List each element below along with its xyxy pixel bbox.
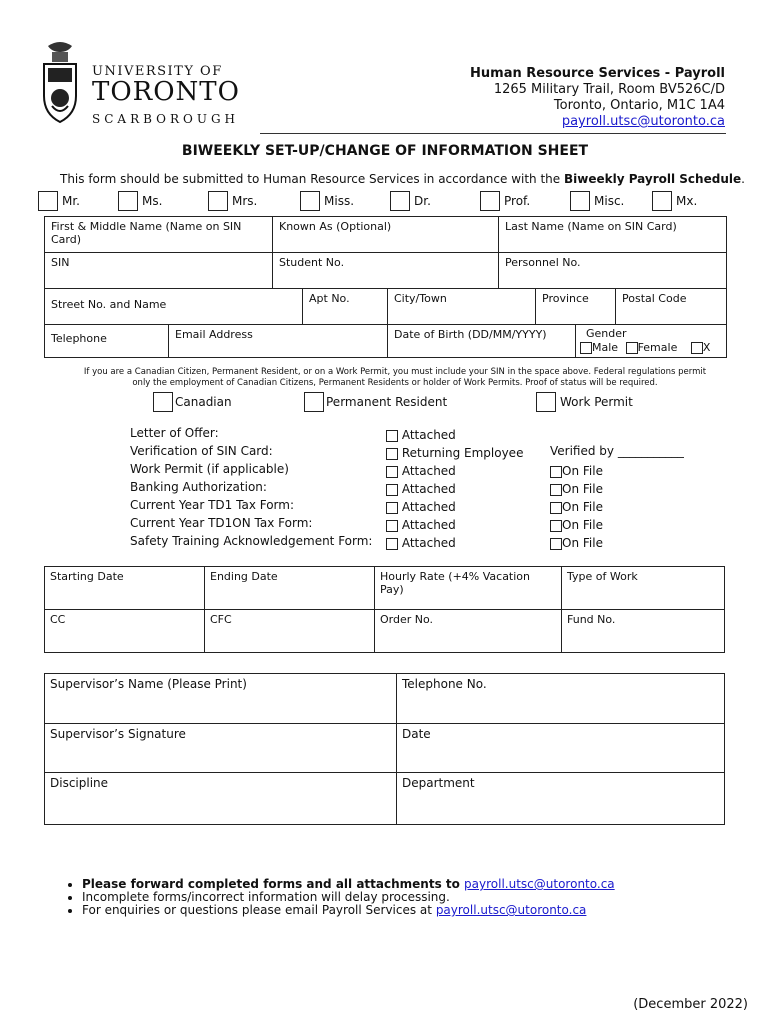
supervisor-phone-field[interactable]	[397, 674, 725, 724]
checkbox-miss[interactable]	[300, 191, 320, 211]
label-ms: Ms.	[142, 193, 163, 208]
doc-row	[130, 442, 710, 460]
label-hourly-rate: Hourly Rate (+4% Vacation Pay)	[380, 570, 531, 596]
label-postal: Postal Code	[622, 292, 687, 305]
doc-label: Safety Training Acknowledgement Form:	[130, 534, 373, 548]
doc-mid: Attached	[401, 464, 456, 478]
doc-label: Current Year TD1ON Tax Form:	[130, 516, 313, 530]
personal-info-grid	[44, 216, 727, 356]
intro-bold: Biweekly Payroll Schedule	[563, 172, 742, 186]
address-line-2: Toronto, Ontario, M1C 1A4	[553, 98, 725, 113]
checkbox-attached[interactable]	[386, 466, 398, 478]
label-misc: Misc.	[594, 193, 625, 208]
checkbox-prof[interactable]	[480, 191, 500, 211]
crest-icon	[40, 40, 80, 126]
label-apt: Apt No.	[309, 292, 350, 305]
label-province: Province	[542, 292, 589, 305]
doc-mid: Attached	[401, 428, 456, 442]
intro-text	[60, 172, 745, 186]
label-work-permit: Work Permit	[560, 394, 633, 409]
bullet-item	[82, 904, 615, 917]
doc-right: Verified by ___________	[550, 444, 684, 458]
header-rule	[260, 133, 726, 134]
dept-name: Human Resource Services - Payroll	[470, 66, 725, 81]
logo-line-university: UNIVERSITY OF	[92, 64, 223, 79]
checkbox-attached[interactable]	[386, 484, 398, 496]
checkbox-on-file[interactable]	[550, 538, 562, 550]
label-street: Street No. and Name	[51, 298, 167, 311]
doc-row	[130, 424, 710, 442]
label-mrs: Mrs.	[232, 193, 258, 208]
label-permanent-resident: Permanent Resident	[326, 394, 448, 409]
salutation-row	[38, 191, 728, 215]
university-logo	[40, 40, 240, 130]
doc-label: Letter of Offer:	[130, 426, 219, 440]
header-email-link[interactable]: payroll.utsc@utoronto.ca	[561, 114, 725, 129]
label-cc: CC	[50, 613, 66, 626]
bullet-3-text: For enquiries or questions please email Payroll Services at	[82, 903, 436, 917]
label-known-as: Known As (Optional)	[279, 220, 392, 233]
doc-row	[130, 460, 710, 478]
logo-line-scarborough: SCARBOROUGH	[92, 112, 240, 126]
cc-field[interactable]	[45, 610, 205, 653]
type-of-work-field[interactable]	[562, 567, 725, 610]
label-date: Date	[402, 727, 431, 741]
label-mr: Mr.	[62, 193, 80, 208]
date-field[interactable]	[397, 724, 725, 773]
label-supervisor-name: Supervisor’s Name (Please Print)	[50, 677, 247, 691]
doc-row	[130, 496, 710, 514]
checkbox-returning-employee[interactable]	[386, 448, 398, 460]
supervisor-table	[44, 673, 725, 825]
doc-label: Current Year TD1 Tax Form:	[130, 498, 295, 512]
checkbox-work-permit[interactable]	[536, 392, 556, 412]
status-row	[153, 392, 653, 416]
label-dr: Dr.	[414, 193, 431, 208]
label-first-name: First & Middle Name (Name on SIN Card)	[51, 220, 242, 246]
note-line-1: If you are a Canadian Citizen, Permanent Resident, or on a Work Permit, you must include your SIN in the space above. Federal regulations permit	[83, 367, 707, 377]
label-last-name: Last Name (Name on SIN Card)	[505, 220, 677, 233]
doc-row	[130, 514, 710, 532]
label-gender: Gender	[586, 327, 627, 340]
checkbox-attached[interactable]	[386, 502, 398, 514]
sin-note	[60, 367, 730, 389]
doc-row	[130, 478, 710, 496]
job-info-table	[44, 566, 725, 653]
known-as-field[interactable]	[272, 216, 500, 254]
checkbox-attached[interactable]	[386, 538, 398, 550]
checkbox-mrs[interactable]	[208, 191, 228, 211]
checkbox-on-file[interactable]	[550, 466, 562, 478]
checkbox-on-file[interactable]	[550, 520, 562, 532]
instruction-list	[60, 878, 615, 917]
doc-right: On File	[562, 464, 603, 478]
checkbox-x[interactable]	[691, 342, 703, 354]
label-dob: Date of Birth (DD/MM/YYYY)	[394, 328, 547, 341]
sin-field[interactable]	[44, 252, 274, 290]
checkbox-male[interactable]	[580, 342, 592, 354]
doc-label: Verification of SIN Card:	[130, 444, 273, 458]
label-miss: Miss.	[324, 193, 355, 208]
hourly-rate-field[interactable]	[375, 567, 562, 610]
label-mx: Mx.	[676, 193, 698, 208]
logo-line-toronto: TORONTO	[92, 77, 240, 107]
doc-mid: Attached	[401, 518, 456, 532]
doc-label: Work Permit (if applicable)	[130, 462, 289, 476]
label-student-no: Student No.	[279, 256, 345, 269]
order-no-field[interactable]	[375, 610, 562, 653]
label-city: City/Town	[394, 292, 447, 305]
form-date: (December 2022)	[633, 997, 748, 1012]
checkbox-mx[interactable]	[652, 191, 672, 211]
label-female: Female	[637, 341, 678, 354]
doc-mid: Attached	[401, 500, 456, 514]
doc-mid: Attached	[401, 536, 456, 550]
intro-post: .	[741, 172, 745, 186]
doc-right: On File	[562, 482, 603, 496]
label-male: Male	[592, 341, 619, 354]
first-name-field[interactable]	[44, 216, 274, 254]
last-name-field[interactable]	[498, 216, 727, 254]
note-line-2: only the employment of Canadian Citizens, Permanent Residents or holder of Work Permits. Proof of status will be required.	[132, 378, 658, 388]
student-no-field[interactable]	[272, 252, 500, 290]
checkbox-attached[interactable]	[386, 520, 398, 532]
label-supervisor-phone: Telephone No.	[402, 677, 487, 691]
label-department: Department	[402, 776, 475, 790]
doc-row	[130, 532, 710, 550]
checkbox-permanent-resident[interactable]	[304, 392, 324, 412]
payroll-address	[470, 66, 725, 130]
doc-mid: Returning Employee	[401, 446, 524, 460]
label-starting-date: Starting Date	[50, 570, 124, 583]
personnel-no-field[interactable]	[498, 252, 727, 290]
checkbox-misc[interactable]	[570, 191, 590, 211]
label-telephone: Telephone	[51, 332, 107, 345]
label-x: X	[702, 341, 711, 354]
address-line-1: 1265 Military Trail, Room BV526C/D	[493, 82, 725, 97]
discipline-field[interactable]	[45, 773, 397, 825]
street-field[interactable]	[44, 288, 304, 326]
label-email: Email Address	[175, 328, 253, 341]
supervisor-name-field[interactable]	[45, 674, 397, 724]
bullet-3-email-link[interactable]: payroll.utsc@utoronto.ca	[435, 903, 587, 917]
bullet-1-email-link[interactable]: payroll.utsc@utoronto.ca	[464, 877, 615, 891]
doc-label: Banking Authorization:	[130, 480, 267, 494]
checkbox-attached[interactable]	[386, 430, 398, 442]
label-supervisor-signature: Supervisor’s Signature	[50, 727, 186, 741]
department-field[interactable]	[397, 773, 725, 825]
email-field[interactable]	[168, 324, 389, 358]
checkbox-female[interactable]	[626, 342, 638, 354]
label-cfc: CFC	[210, 613, 232, 626]
doc-right: On File	[562, 536, 603, 550]
doc-mid: Attached	[401, 482, 456, 496]
label-fund-no: Fund No.	[567, 613, 616, 626]
starting-date-field[interactable]	[45, 567, 205, 610]
label-canadian: Canadian	[175, 394, 232, 409]
gender-field	[575, 324, 727, 358]
doc-right: On File	[562, 518, 603, 532]
label-ending-date: Ending Date	[210, 570, 278, 583]
telephone-field[interactable]	[44, 324, 170, 358]
checkbox-mr[interactable]	[38, 191, 58, 211]
label-discipline: Discipline	[50, 776, 109, 790]
checkbox-on-file[interactable]	[550, 502, 562, 514]
supervisor-signature-field[interactable]	[45, 724, 397, 773]
label-prof: Prof.	[504, 193, 531, 208]
label-sin: SIN	[51, 256, 70, 269]
apt-field[interactable]	[302, 288, 389, 326]
bullet-item: • Incomplete forms/incorrect information will delay processing.	[82, 891, 615, 904]
ending-date-field[interactable]	[205, 567, 375, 610]
postal-code-field[interactable]	[615, 288, 727, 326]
label-personnel-no: Personnel No.	[505, 256, 581, 269]
fund-no-field[interactable]	[562, 610, 725, 653]
form-title: BIWEEKLY SET-UP/CHANGE OF INFORMATION SHEET	[181, 143, 589, 159]
checkbox-canadian[interactable]	[153, 392, 173, 412]
doc-right: On File	[562, 500, 603, 514]
checkbox-on-file[interactable]	[550, 484, 562, 496]
intro-pre: This form should be submitted to Human Resource Services in accordance with the	[60, 172, 564, 186]
label-order-no: Order No.	[380, 613, 434, 626]
bullet-1-text: Please forward completed forms and all attachments to	[82, 877, 465, 891]
dob-field[interactable]	[387, 324, 577, 358]
checkbox-dr[interactable]	[390, 191, 410, 211]
province-field[interactable]	[535, 288, 617, 326]
city-field[interactable]	[387, 288, 537, 326]
cfc-field[interactable]	[205, 610, 375, 653]
label-type-of-work: Type of Work	[567, 570, 638, 583]
checkbox-ms[interactable]	[118, 191, 138, 211]
documents-list	[130, 424, 710, 550]
